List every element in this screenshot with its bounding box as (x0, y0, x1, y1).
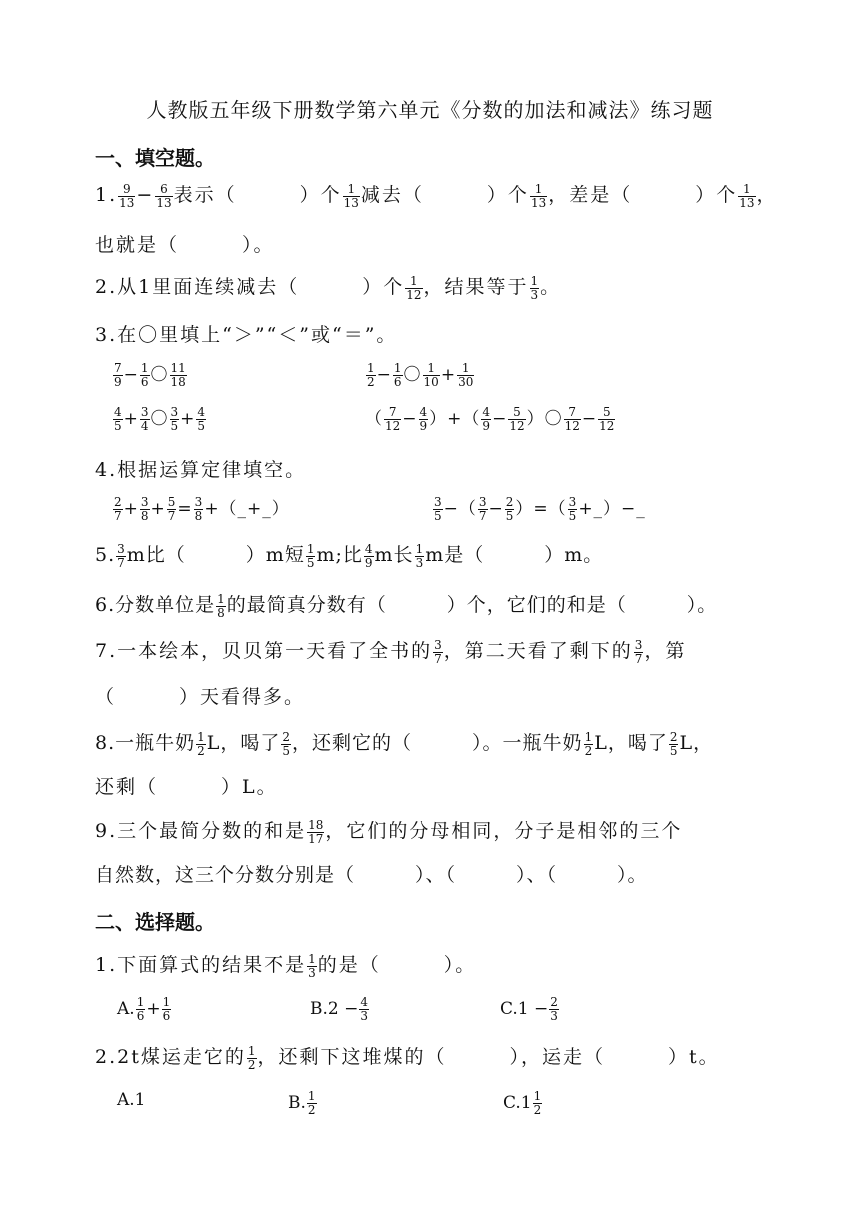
compare-expression: $\frac{1}{2}$ − $\frac{1}{6}$ 〇 $\frac{1}{10}$ + $\frac{1}{30}$ (367, 361, 474, 389)
section-fill-heading: 一、填空题。 (95, 146, 215, 170)
compare-circle: 〇 (150, 409, 169, 429)
choice-option-c[interactable]: C.1 − $\frac{2}{3}$ (500, 995, 558, 1023)
compare-circle: 〇 (403, 365, 422, 385)
fill-question-5: 5. $\frac{3}{7}$ m比（ ）m短 $\frac{1}{5}$ m;比 $\frac{4}{9}$ m长 $\frac{1}{3}$ m是（ ）m。 (95, 541, 604, 570)
fill-question-1: 1. $\frac{9}{13}$ − $\frac{6}{13}$ 表示（ ）个 $\frac{1}{13}$ 减去（ ）个 $\frac{1}{13}$ ，差是（ ）个 $\frac{1}{13}$ ， (95, 181, 778, 210)
compare-circle: 〇 (150, 365, 169, 385)
fill-question-4: 4.根据运算定律填空。 (95, 459, 307, 481)
fraction: $\frac{1}{13}$ (343, 181, 359, 210)
compare-circle: ）〇 (526, 409, 563, 429)
page-title: 人教版五年级下册数学第六单元《分数的加法和减法》练习题 (146, 98, 714, 122)
choice-question-2: 2.2t煤运走它的 $\frac{1}{2}$ ，还剩下这堆煤的（ ），运走（ ）t。 (95, 1043, 720, 1072)
fill-question-2: 2.从1里面连续减去（ ）个 $\frac{1}{12}$ ，结果等于 $\frac{1}{3}$ 。 (95, 273, 562, 302)
law-expression: $\frac{2}{7}$ + $\frac{3}{8}$ + $\frac{5}{7}$ = $\frac{3}{8}$ +（_+_） (114, 495, 290, 523)
compare-expression: $\frac{7}{9}$ − $\frac{1}{6}$ 〇 $\frac{11}{18}$ (114, 361, 186, 389)
fill-question-7-cont: （ ）天看得多。 (95, 686, 306, 708)
compare-expression: （ $\frac{7}{12}$ − $\frac{4}{9}$ ）+（ $\frac{4}{9}$ − $\frac{5}{12}$ ）〇 $\frac{7}{12}$ − $\frac{5}{12}$ (365, 405, 615, 433)
fill-question-6: 6.分数单位是 $\frac{1}{8}$ 的最简真分数有（ ）个，它们的和是（ ）。 (95, 591, 718, 620)
fill-question-9-cont: 自然数，这三个分数分别是（ ）、（ ）、（ ）。 (95, 864, 648, 886)
fraction: $\frac{6}{13}$ (156, 181, 172, 210)
fill-question-7: 7.一本绘本，贝贝第一天看了全书的 $\frac{3}{7}$ ，第二天看了剩下的 $\frac{3}{7}$ ，第 (95, 637, 687, 666)
law-expression: $\frac{3}{5}$ −（ $\frac{3}{7}$ − $\frac{2}{5}$ ）=（ $\frac{3}{5}$ +_）−_ (434, 495, 646, 523)
choice-question-1: 1.下面算式的结果不是 $\frac{1}{3}$ 的是（ ）。 (95, 951, 477, 980)
fill-question-1-cont: 也就是（ ）。 (95, 234, 275, 256)
fill-question-3: 3.在〇里填上“＞”“＜”或“＝”。 (95, 324, 398, 346)
fraction: $\frac{1}{3}$ (530, 273, 539, 302)
fraction: $\frac{9}{13}$ (119, 181, 135, 210)
choice-option-b[interactable]: B.2 − $\frac{4}{3}$ (310, 995, 369, 1023)
choice-option-c[interactable]: C.1 $\frac{1}{2}$ (503, 1089, 542, 1117)
fraction: $\frac{1}{13}$ (530, 181, 547, 210)
fill-question-9: 9.三个最简分数的和是 $\frac{18}{17}$ ，它们的分母相同，分子是相邻的三个 (95, 817, 683, 846)
choice-option-b[interactable]: B. $\frac{1}{2}$ (288, 1089, 316, 1117)
choice-option-a[interactable]: A. $\frac{1}{6}$ + $\frac{1}{6}$ (117, 995, 171, 1023)
fill-question-8: 8.一瓶牛奶 $\frac{1}{2}$ L，喝了 $\frac{2}{5}$ ，还剩它的（ ）。一瓶牛奶 $\frac{1}{2}$ L，喝了 $\frac{2}{5}$ L， (95, 729, 714, 758)
fraction: $\frac{1}{13}$ (739, 181, 755, 210)
compare-expression: $\frac{4}{5}$ + $\frac{3}{4}$ 〇 $\frac{3}{5}$ + $\frac{4}{5}$ (114, 405, 206, 433)
fill-question-8-cont: 还剩（ ）L。 (95, 776, 278, 798)
choice-option-a[interactable]: A.1 (117, 1090, 146, 1110)
fraction: $\frac{1}{12}$ (406, 273, 422, 302)
section-choice-heading: 二、选择题。 (95, 910, 215, 934)
